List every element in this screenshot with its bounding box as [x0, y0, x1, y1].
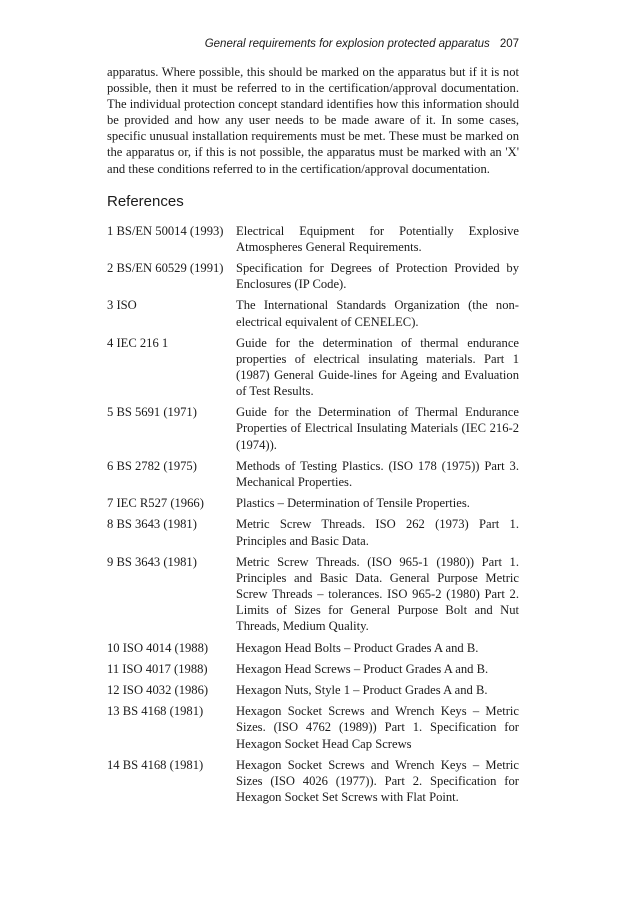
reference-item [107, 458, 519, 490]
reference-key: 8 BS 3643 (1981) [107, 517, 197, 532]
reference-item [107, 703, 519, 751]
reference-key: 13 BS 4168 (1981) [107, 704, 204, 719]
reference-key: 11 ISO 4017 (1988) [107, 661, 208, 676]
reference-text: Specification for Degrees of Protection Provided by Enclosures (IP Code). [236, 261, 519, 292]
reference-item [107, 335, 519, 399]
reference-text: Electrical Equipment for Potentially Explosive Atmospheres General Requirements. [236, 223, 519, 254]
reference-item [107, 495, 519, 511]
reference-key: 12 ISO 4032 (1986) [107, 683, 209, 698]
reference-item [107, 297, 519, 329]
reference-text: Hexagon Head Bolts – Product Grades A and B. [236, 640, 479, 655]
running-title: General requirements for explosion protected apparatus [204, 38, 490, 50]
reference-text: Hexagon Socket Screws and Wrench Keys – Metric Sizes. (ISO 4762 (1989)) Part 1. Specification for Hexagon Socket Head Cap Screws [236, 704, 519, 751]
reference-key: 5 BS 5691 (1971) [107, 405, 197, 420]
reference-text: Guide for the determination of thermal endurance properties of electrical insulating materials. Part 1 (1987) General Guide-lines for Ageing and Evaluation of Test Results. [236, 335, 519, 399]
reference-item [107, 516, 519, 548]
reference-text: Metric Screw Threads. (ISO 965-1 (1980)) Part 1. Principles and Basic Data. General Purpose Metric Screw Threads – tolerances. ISO 965-2 (1980) Part 2. Limits of Sizes for General Purpose Bolt and Nut Threads, Medium Quality. [236, 554, 519, 634]
running-head [107, 36, 519, 52]
reference-text: Plastics – Determination of Tensile Properties. [236, 496, 470, 511]
reference-key: 2 BS/EN 60529 (1991) [107, 261, 224, 276]
reference-key: 3 ISO [107, 298, 137, 313]
reference-key: 4 IEC 216 1 [107, 335, 169, 350]
reference-item [107, 640, 519, 656]
reference-list [107, 223, 519, 805]
page-number: 207 [499, 38, 519, 50]
reference-item [107, 404, 519, 452]
reference-item [107, 757, 519, 805]
reference-text: Methods of Testing Plastics. (ISO 178 (1975)) Part 3. Mechanical Properties. [236, 458, 519, 489]
reference-item [107, 223, 519, 255]
reference-text: Metric Screw Threads. ISO 262 (1973) Part 1. Principles and Basic Data. [236, 517, 519, 548]
reference-key: 10 ISO 4014 (1988) [107, 640, 209, 655]
reference-item [107, 260, 519, 292]
reference-text: The International Standards Organization (the non-electrical equivalent of CENELEC). [236, 298, 519, 329]
reference-item [107, 661, 519, 677]
reference-key: 7 IEC R527 (1966) [107, 496, 204, 511]
body-paragraph: apparatus. Where possible, this should be marked on the apparatus but if it is not possible, then it must be referred to in the certification/approval documentation. The individual protection concept standard identifies how this information should be provided and how any user needs to be made aware of it. In some cases, specific unusual installation requirements must be met. These must be marked on the apparatus or, if this is not possible, the apparatus must be marked with an 'X' and these conditions referred to in the certification/approval documentation. [107, 65, 519, 176]
reference-item [107, 554, 519, 634]
reference-key: 14 BS 4168 (1981) [107, 757, 204, 772]
reference-item [107, 682, 519, 698]
reference-text: Guide for the Determination of Thermal Endurance Properties of Electrical Insulating Materials (IEC 216-2 (1974)). [236, 405, 519, 452]
reference-text: Hexagon Head Screws – Product Grades A and B. [236, 661, 489, 676]
reference-key: 1 BS/EN 50014 (1993) [107, 223, 224, 238]
references-heading: References [107, 192, 184, 210]
reference-text: Hexagon Socket Screws and Wrench Keys – Metric Sizes (ISO 4026 (1977)). Part 2. Specification for Hexagon Socket Set Screws with Flat Point. [236, 757, 519, 804]
reference-text: Hexagon Nuts, Style 1 – Product Grades A and B. [236, 683, 488, 698]
reference-key: 9 BS 3643 (1981) [107, 554, 197, 569]
reference-key: 6 BS 2782 (1975) [107, 458, 197, 473]
book-page [107, 36, 519, 810]
